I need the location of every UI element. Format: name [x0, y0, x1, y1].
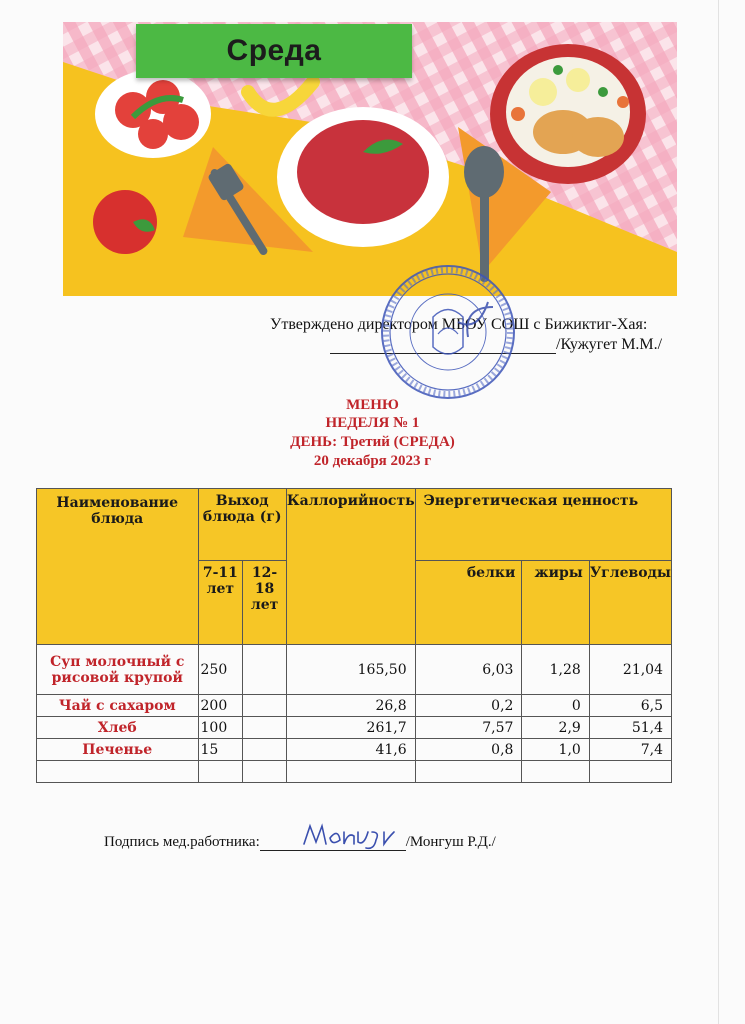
dish-name — [37, 761, 199, 783]
day-label: Среда — [136, 24, 412, 78]
output-12-18 — [243, 695, 287, 717]
table-row — [37, 761, 672, 783]
header-protein: белки — [415, 561, 522, 645]
header-calories: Каллорийность — [286, 489, 415, 645]
menu-heading: МЕНЮ — [346, 397, 399, 413]
header-output: Выход блюда (г) — [198, 489, 286, 561]
header-carbs: Углеводы — [589, 561, 671, 645]
output-7-11: 200 — [198, 695, 243, 717]
carbs-value: 21,04 — [589, 645, 671, 695]
medic-label: Подпись мед.работника: — [104, 834, 260, 850]
week-heading: НЕДЕЛЯ № 1 — [325, 415, 420, 431]
fat-value: 2,9 — [522, 717, 589, 739]
dish-name: Хлеб — [37, 717, 199, 739]
table-row — [37, 645, 672, 695]
date-heading: 20 декабря 2023 г — [313, 453, 432, 469]
carbs-value: 7,4 — [589, 739, 671, 761]
fat-value: 1,28 — [522, 645, 589, 695]
header-age-7-11: 7-11 лет — [198, 561, 243, 645]
table-row — [37, 717, 672, 739]
carbs-value — [589, 761, 671, 783]
calories-value: 26,8 — [286, 695, 415, 717]
calories-value — [286, 761, 415, 783]
header-energy-value: Энергетическая ценность — [415, 489, 671, 561]
banner-illustration — [63, 22, 677, 296]
protein-value: 0,8 — [415, 739, 522, 761]
output-12-18 — [243, 761, 287, 783]
calories-value: 41,6 — [286, 739, 415, 761]
protein-value — [415, 761, 522, 783]
header-age-12-18: 12-18 лет — [243, 561, 287, 645]
table-row — [37, 739, 672, 761]
output-7-11: 250 — [198, 645, 243, 695]
protein-value: 0,2 — [415, 695, 522, 717]
output-12-18 — [243, 717, 287, 739]
page-edge — [718, 0, 719, 1024]
calories-value: 261,7 — [286, 717, 415, 739]
fat-value: 0 — [522, 695, 589, 717]
header-fat: жиры — [522, 561, 589, 645]
header-dish-name: Наименование блюда — [37, 489, 199, 645]
day-heading: ДЕНЬ: Третий (СРЕДА) — [290, 434, 455, 450]
menu-table — [36, 488, 672, 783]
fat-value: 1,0 — [522, 739, 589, 761]
output-7-11 — [198, 761, 243, 783]
official-stamp — [378, 262, 518, 402]
dish-name: Суп молочный с рисовой крупой — [37, 645, 199, 695]
output-12-18 — [243, 739, 287, 761]
handwritten-signature — [300, 818, 420, 854]
output-12-18 — [243, 645, 287, 695]
output-7-11: 15 — [198, 739, 243, 761]
dish-name: Печенье — [37, 739, 199, 761]
dish-name: Чай с сахаром — [37, 695, 199, 717]
output-7-11: 100 — [198, 717, 243, 739]
protein-value: 7,57 — [415, 717, 522, 739]
approval-signer: /Кужугет М.М./ — [556, 336, 663, 353]
carbs-value: 51,4 — [589, 717, 671, 739]
fat-value — [522, 761, 589, 783]
carbs-value: 6,5 — [589, 695, 671, 717]
approval-text: Утверждено директором МБОУ СОШ с Бижиктиг-Хая: — [270, 316, 648, 333]
calories-value: 165,50 — [286, 645, 415, 695]
protein-value: 6,03 — [415, 645, 522, 695]
medic-signer: /Монгуш Р.Д./ — [405, 834, 496, 850]
table-row — [37, 695, 672, 717]
